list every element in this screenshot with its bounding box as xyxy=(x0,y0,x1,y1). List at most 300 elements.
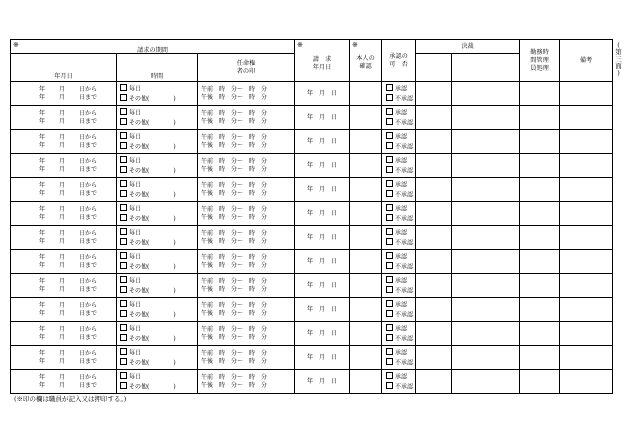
disapprove-option[interactable]: 不承認 xyxy=(382,166,415,176)
appointer-seal-cell[interactable] xyxy=(416,130,452,154)
checkbox-icon[interactable] xyxy=(386,118,393,125)
request-date-cell[interactable]: 年 月 日 xyxy=(295,250,350,274)
checkbox-icon[interactable] xyxy=(120,190,127,197)
approval-cell xyxy=(382,346,416,370)
side-label: ( 第 三 面 ) xyxy=(615,41,622,77)
checkbox-icon[interactable] xyxy=(120,180,127,187)
self-confirm-cell[interactable] xyxy=(350,370,382,394)
checkbox-icon[interactable] xyxy=(120,132,127,139)
checkbox-icon[interactable] xyxy=(120,300,127,307)
checkbox-icon[interactable] xyxy=(120,334,127,341)
time-cell[interactable] xyxy=(198,274,295,298)
date-to-line: 年 月 日まで xyxy=(39,141,98,149)
every-day-option[interactable]: 毎日 xyxy=(117,180,197,190)
decision-blank-cell[interactable] xyxy=(452,322,520,346)
every-day-option[interactable]: 毎日 xyxy=(117,276,197,286)
checkbox-icon[interactable] xyxy=(120,372,127,379)
period-header-label: 請求の期間 xyxy=(137,46,168,54)
frequency-cell xyxy=(117,178,198,202)
appointer-seal-cell[interactable] xyxy=(416,322,452,346)
disapprove-option[interactable]: 不承認 xyxy=(382,334,415,344)
mark-symbol: ※ xyxy=(352,41,358,49)
decision-blank-cell[interactable] xyxy=(452,106,520,130)
date-range-cell[interactable] xyxy=(11,106,117,130)
checkbox-icon[interactable] xyxy=(120,204,127,211)
approval-cell xyxy=(382,154,416,178)
timekeeper-header: 勤務時 間管理 員処理 xyxy=(520,40,560,82)
table-row xyxy=(11,178,613,202)
approve-option[interactable]: 承認 xyxy=(382,156,415,166)
approve-option[interactable]: 承認 xyxy=(382,276,415,286)
date-to-line: 年 月 日まで xyxy=(39,285,98,293)
checkbox-icon[interactable] xyxy=(120,108,127,115)
request-date-cell[interactable]: 年 月 日 xyxy=(295,178,350,202)
approve-option[interactable]: 承認 xyxy=(382,252,415,262)
approve-option[interactable]: 承認 xyxy=(382,180,415,190)
request-date-cell[interactable]: 年 月 日 xyxy=(295,82,350,106)
pm-time-line: 午後 時 分～ 時 分 xyxy=(201,333,268,341)
disapprove-option[interactable]: 不承認 xyxy=(382,94,415,104)
decision-blank-cell[interactable] xyxy=(452,178,520,202)
checkbox-icon[interactable] xyxy=(386,300,393,307)
date-from-line: 年 月 日から xyxy=(39,349,98,357)
decision-blank-cell[interactable] xyxy=(452,370,520,394)
table-row xyxy=(11,82,613,106)
checkbox-icon[interactable] xyxy=(386,310,393,317)
decision-blank-cell[interactable] xyxy=(452,82,520,106)
checkbox-icon[interactable] xyxy=(120,382,127,389)
am-time-line: 午前 時 分～ 時 分 xyxy=(201,85,268,93)
self-confirm-cell[interactable] xyxy=(350,130,382,154)
date-range-cell[interactable] xyxy=(11,274,117,298)
am-time-line: 午前 時 分～ 時 分 xyxy=(201,157,268,165)
table-row xyxy=(11,130,613,154)
appointer-seal-cell[interactable] xyxy=(416,226,452,250)
frequency-cell xyxy=(117,250,198,274)
frequency-cell xyxy=(117,274,198,298)
appointer-seal-cell[interactable] xyxy=(416,298,452,322)
approval-cell xyxy=(382,130,416,154)
pm-time-line: 午後 時 分～ 時 分 xyxy=(201,381,268,389)
checkbox-icon[interactable] xyxy=(386,132,393,139)
time-cell[interactable] xyxy=(198,322,295,346)
appointer-seal-cell[interactable] xyxy=(416,106,452,130)
request-date-cell[interactable]: 年 月 日 xyxy=(295,274,350,298)
other-option[interactable]: その他( ) xyxy=(117,238,197,248)
table-row xyxy=(11,274,613,298)
approve-option[interactable]: 承認 xyxy=(382,108,415,118)
frequency-cell xyxy=(117,154,198,178)
checkbox-icon[interactable] xyxy=(386,372,393,379)
other-option[interactable]: その他( ) xyxy=(117,262,197,272)
checkbox-icon[interactable] xyxy=(120,238,127,245)
checkbox-icon[interactable] xyxy=(386,204,393,211)
date-from-line: 年 月 日から xyxy=(39,253,98,261)
checkbox-icon[interactable] xyxy=(120,348,127,355)
checkbox-icon[interactable] xyxy=(386,228,393,235)
am-time-line: 午前 時 分～ 時 分 xyxy=(201,325,268,333)
checkbox-icon[interactable] xyxy=(386,180,393,187)
disapprove-option[interactable]: 不承認 xyxy=(382,238,415,248)
appointer-seal-cell[interactable] xyxy=(416,346,452,370)
decision-blank-cell[interactable] xyxy=(452,130,520,154)
decision-blank-header xyxy=(416,54,452,82)
remarks-cell[interactable] xyxy=(560,202,613,226)
checkbox-icon[interactable] xyxy=(120,252,127,259)
timekeeper-cell[interactable] xyxy=(520,298,560,322)
checkbox-icon[interactable] xyxy=(120,94,127,101)
am-time-line: 午前 時 分～ 時 分 xyxy=(201,277,268,285)
date-from-line: 年 月 日から xyxy=(39,157,98,165)
other-option[interactable]: その他( ) xyxy=(117,286,197,296)
date-range-cell[interactable] xyxy=(11,226,117,250)
date-range-cell[interactable] xyxy=(11,82,117,106)
request-date-cell[interactable]: 年 月 日 xyxy=(295,154,350,178)
request-date-cell[interactable]: 年 月 日 xyxy=(295,226,350,250)
approve-option[interactable]: 承認 xyxy=(382,348,415,358)
timekeeper-cell[interactable] xyxy=(520,370,560,394)
frequency-cell xyxy=(117,130,198,154)
self-confirm-cell[interactable] xyxy=(350,82,382,106)
date-from-line: 年 月 日から xyxy=(39,205,98,213)
every-day-option[interactable]: 毎日 xyxy=(117,300,197,310)
self-confirm-cell[interactable] xyxy=(350,106,382,130)
every-day-option[interactable]: 毎日 xyxy=(117,156,197,166)
date-to-line: 年 月 日まで xyxy=(39,117,98,125)
disapprove-option[interactable]: 不承認 xyxy=(382,262,415,272)
other-option[interactable]: その他( ) xyxy=(117,94,197,104)
self-confirm-cell[interactable] xyxy=(350,274,382,298)
date-range-cell[interactable] xyxy=(11,154,117,178)
remarks-cell[interactable] xyxy=(560,298,613,322)
approval-cell xyxy=(382,202,416,226)
timekeeper-cell[interactable] xyxy=(520,202,560,226)
decision-blank-cell[interactable] xyxy=(452,346,520,370)
mark-symbol: ※ xyxy=(13,41,19,49)
approval-cell xyxy=(382,106,416,130)
date-range-cell[interactable] xyxy=(11,178,117,202)
decision-blank-cell[interactable] xyxy=(452,202,520,226)
date-range-cell[interactable] xyxy=(11,130,117,154)
checkbox-icon[interactable] xyxy=(120,142,127,149)
self-confirm-cell[interactable] xyxy=(350,202,382,226)
timekeeper-cell[interactable] xyxy=(520,106,560,130)
table-row xyxy=(11,370,613,394)
appointer-seal-cell[interactable] xyxy=(416,154,452,178)
pm-time-line: 午後 時 分～ 時 分 xyxy=(201,117,268,125)
time-cell[interactable] xyxy=(198,154,295,178)
self-confirm-cell[interactable] xyxy=(350,322,382,346)
self-confirm-cell[interactable] xyxy=(350,250,382,274)
other-option[interactable]: その他( ) xyxy=(117,166,197,176)
appointer-seal-cell[interactable] xyxy=(416,202,452,226)
date-range-cell[interactable] xyxy=(11,202,117,226)
time-cell[interactable] xyxy=(198,250,295,274)
checkbox-icon[interactable] xyxy=(120,214,127,221)
approval-cell xyxy=(382,298,416,322)
checkbox-icon[interactable] xyxy=(120,228,127,235)
date-to-line: 年 月 日まで xyxy=(39,189,98,197)
am-time-line: 午前 時 分～ 時 分 xyxy=(201,349,268,357)
checkbox-icon[interactable] xyxy=(386,276,393,283)
disapprove-option[interactable]: 不承認 xyxy=(382,286,415,296)
self-confirm-cell[interactable] xyxy=(350,298,382,322)
approve-option[interactable]: 承認 xyxy=(382,204,415,214)
checkbox-icon[interactable] xyxy=(120,286,127,293)
checkbox-icon[interactable] xyxy=(120,310,127,317)
am-time-line: 午前 時 分～ 時 分 xyxy=(201,205,268,213)
time-cell[interactable] xyxy=(198,106,295,130)
am-time-line: 午前 時 分～ 時 分 xyxy=(201,109,268,117)
checkbox-icon[interactable] xyxy=(386,142,393,149)
date-range-cell[interactable] xyxy=(11,346,117,370)
checkbox-icon[interactable] xyxy=(386,262,393,269)
remarks-cell[interactable] xyxy=(560,370,613,394)
date-from-line: 年 月 日から xyxy=(39,181,98,189)
timekeeper-cell[interactable] xyxy=(520,154,560,178)
checkbox-icon[interactable] xyxy=(386,108,393,115)
table-row xyxy=(11,106,613,130)
checkbox-icon[interactable] xyxy=(386,382,393,389)
checkbox-icon[interactable] xyxy=(386,84,393,91)
am-time-line: 午前 時 分～ 時 分 xyxy=(201,373,268,381)
am-time-line: 午前 時 分～ 時 分 xyxy=(201,301,268,309)
pm-time-line: 午後 時 分～ 時 分 xyxy=(201,285,268,293)
remarks-cell[interactable] xyxy=(560,250,613,274)
other-option[interactable]: その他( ) xyxy=(117,214,197,224)
remarks-cell[interactable] xyxy=(560,82,613,106)
checkbox-icon[interactable] xyxy=(386,358,393,365)
pm-time-line: 午後 時 分～ 時 分 xyxy=(201,165,268,173)
other-option[interactable]: その他( ) xyxy=(117,358,197,368)
appointer-seal-cell[interactable] xyxy=(416,178,452,202)
disapprove-option[interactable]: 不承認 xyxy=(382,214,415,224)
pm-time-line: 午後 時 分～ 時 分 xyxy=(201,357,268,365)
request-date-cell[interactable]: 年 月 日 xyxy=(295,106,350,130)
pm-time-line: 午後 時 分～ 時 分 xyxy=(201,237,268,245)
date-header: 年月日 xyxy=(11,54,117,82)
date-range-cell[interactable] xyxy=(11,250,117,274)
every-day-option[interactable]: 毎日 xyxy=(117,132,197,142)
approval-cell xyxy=(382,322,416,346)
remarks-cell[interactable] xyxy=(560,346,613,370)
checkbox-icon[interactable] xyxy=(386,166,393,173)
checkbox-icon[interactable] xyxy=(120,276,127,283)
appointer-seal-cell[interactable] xyxy=(416,82,452,106)
remarks-cell[interactable] xyxy=(560,130,613,154)
approval-cell xyxy=(382,370,416,394)
timekeeper-cell[interactable] xyxy=(520,226,560,250)
request-date-cell[interactable]: 年 月 日 xyxy=(295,370,350,394)
date-to-line: 年 月 日まで xyxy=(39,309,98,317)
remarks-cell[interactable] xyxy=(560,322,613,346)
remarks-cell[interactable] xyxy=(560,274,613,298)
checkbox-icon[interactable] xyxy=(386,214,393,221)
appointer-seal-cell[interactable] xyxy=(416,250,452,274)
request-rows xyxy=(11,82,613,394)
disapprove-option[interactable]: 不承認 xyxy=(382,382,415,392)
other-option[interactable]: その他( ) xyxy=(117,118,197,128)
timekeeper-cell[interactable] xyxy=(520,322,560,346)
time-cell[interactable] xyxy=(198,346,295,370)
frequency-cell xyxy=(117,370,198,394)
approve-option[interactable]: 承認 xyxy=(382,228,415,238)
approval-cell xyxy=(382,226,416,250)
self-confirm-cell[interactable] xyxy=(350,226,382,250)
approve-option[interactable]: 承認 xyxy=(382,372,415,382)
remarks-cell[interactable] xyxy=(560,178,613,202)
checkbox-icon[interactable] xyxy=(386,324,393,331)
mark-symbol: ※ xyxy=(297,41,303,49)
timekeeper-cell[interactable] xyxy=(520,250,560,274)
request-date-cell[interactable]: 年 月 日 xyxy=(295,346,350,370)
checkbox-icon[interactable] xyxy=(386,190,393,197)
timekeeper-cell[interactable] xyxy=(520,346,560,370)
am-time-line: 午前 時 分～ 時 分 xyxy=(201,181,268,189)
approve-option[interactable]: 承認 xyxy=(382,132,415,142)
frequency-cell xyxy=(117,106,198,130)
date-from-line: 年 月 日から xyxy=(39,301,98,309)
time-cell[interactable] xyxy=(198,178,295,202)
checkbox-icon[interactable] xyxy=(386,286,393,293)
decision-blank-cell[interactable] xyxy=(452,250,520,274)
self-confirm-header: ※ 本人の 確認 xyxy=(350,40,382,82)
time-cell[interactable] xyxy=(198,82,295,106)
remarks-cell[interactable] xyxy=(560,154,613,178)
approve-option[interactable]: 承認 xyxy=(382,84,415,94)
request-date-cell[interactable]: 年 月 日 xyxy=(295,130,350,154)
date-to-line: 年 月 日まで xyxy=(39,93,98,101)
appointer-seal-cell[interactable] xyxy=(416,274,452,298)
frequency-cell xyxy=(117,226,198,250)
approval-header: 承認の 可 否 xyxy=(382,40,416,82)
request-date-cell[interactable]: 年 月 日 xyxy=(295,202,350,226)
other-option[interactable]: その他( ) xyxy=(117,190,197,200)
frequency-cell xyxy=(117,346,198,370)
remarks-header: 備考 xyxy=(560,40,613,82)
disapprove-option[interactable]: 不承認 xyxy=(382,118,415,128)
pm-time-line: 午後 時 分～ 時 分 xyxy=(201,213,268,221)
checkbox-icon[interactable] xyxy=(386,94,393,101)
request-date-cell[interactable]: 年 月 日 xyxy=(295,298,350,322)
checkbox-icon[interactable] xyxy=(386,238,393,245)
every-day-option[interactable]: 毎日 xyxy=(117,84,197,94)
table-row xyxy=(11,346,613,370)
checkbox-icon[interactable] xyxy=(120,84,127,91)
every-day-option[interactable]: 毎日 xyxy=(117,228,197,238)
pm-time-line: 午後 時 分～ 時 分 xyxy=(201,189,268,197)
decision-blank-cell[interactable] xyxy=(452,154,520,178)
remarks-cell[interactable] xyxy=(560,226,613,250)
date-from-line: 年 月 日から xyxy=(39,277,98,285)
remarks-cell[interactable] xyxy=(560,106,613,130)
approve-option[interactable]: 承認 xyxy=(382,324,415,334)
decision-blank-cell[interactable] xyxy=(452,298,520,322)
self-confirm-cell[interactable] xyxy=(350,154,382,178)
timekeeper-cell[interactable] xyxy=(520,130,560,154)
every-day-option[interactable]: 毎日 xyxy=(117,204,197,214)
appointer-seal-cell[interactable] xyxy=(416,370,452,394)
approve-option[interactable]: 承認 xyxy=(382,300,415,310)
other-option[interactable]: その他( ) xyxy=(117,310,197,320)
timekeeper-cell[interactable] xyxy=(520,274,560,298)
approval-cell xyxy=(382,82,416,106)
date-to-line: 年 月 日まで xyxy=(39,381,98,389)
date-from-line: 年 月 日から xyxy=(39,373,98,381)
frequency-cell xyxy=(117,202,198,226)
time-cell[interactable] xyxy=(198,130,295,154)
date-range-cell[interactable] xyxy=(11,370,117,394)
checkbox-icon[interactable] xyxy=(120,156,127,163)
date-from-line: 年 月 日から xyxy=(39,85,98,93)
date-from-line: 年 月 日から xyxy=(39,109,98,117)
frequency-cell xyxy=(117,322,198,346)
date-range-cell[interactable] xyxy=(11,298,117,322)
checkbox-icon[interactable] xyxy=(386,156,393,163)
request-date-cell[interactable]: 年 月 日 xyxy=(295,322,350,346)
period-header xyxy=(11,40,295,54)
decision-blank-cell[interactable] xyxy=(452,226,520,250)
decision-blank-cell[interactable] xyxy=(452,274,520,298)
time-cell[interactable] xyxy=(198,226,295,250)
approval-cell xyxy=(382,274,416,298)
every-day-option[interactable]: 毎日 xyxy=(117,348,197,358)
every-day-option[interactable]: 毎日 xyxy=(117,372,197,382)
checkbox-icon[interactable] xyxy=(120,324,127,331)
other-option[interactable]: その他( ) xyxy=(117,142,197,152)
self-confirm-cell[interactable] xyxy=(350,346,382,370)
date-from-line: 年 月 日から xyxy=(39,133,98,141)
table-row xyxy=(11,298,613,322)
self-confirm-cell[interactable] xyxy=(350,178,382,202)
am-time-line: 午前 時 分～ 時 分 xyxy=(201,133,268,141)
disapprove-option[interactable]: 不承認 xyxy=(382,310,415,320)
overtime-request-form xyxy=(10,39,613,394)
time-cell[interactable] xyxy=(198,298,295,322)
frequency-cell xyxy=(117,82,198,106)
disapprove-option[interactable]: 不承認 xyxy=(382,142,415,152)
date-to-line: 年 月 日まで xyxy=(39,261,98,269)
every-day-option[interactable]: 毎日 xyxy=(117,324,197,334)
every-day-option[interactable]: 毎日 xyxy=(117,252,197,262)
checkbox-icon[interactable] xyxy=(120,118,127,125)
every-day-option[interactable]: 毎日 xyxy=(117,108,197,118)
pm-time-line: 午後 時 分～ 時 分 xyxy=(201,261,268,269)
date-to-line: 年 月 日まで xyxy=(39,333,98,341)
footnote: (※印の欄は職員が記入又は押印する。) xyxy=(14,395,127,403)
disapprove-option[interactable]: 不承認 xyxy=(382,358,415,368)
other-option[interactable]: その他( ) xyxy=(117,382,197,392)
time-cell[interactable] xyxy=(198,370,295,394)
checkbox-icon[interactable] xyxy=(120,358,127,365)
timekeeper-cell[interactable] xyxy=(520,178,560,202)
table-row xyxy=(11,202,613,226)
date-from-line: 年 月 日から xyxy=(39,229,98,237)
appointer-seal-header: 任命権 者の印 xyxy=(198,54,295,82)
frequency-cell xyxy=(117,298,198,322)
other-option[interactable]: その他( ) xyxy=(117,334,197,344)
table-row xyxy=(11,154,613,178)
date-range-cell[interactable] xyxy=(11,322,117,346)
checkbox-icon[interactable] xyxy=(386,348,393,355)
disapprove-option[interactable]: 不承認 xyxy=(382,190,415,200)
checkbox-icon[interactable] xyxy=(120,166,127,173)
checkbox-icon[interactable] xyxy=(386,334,393,341)
time-cell[interactable] xyxy=(198,202,295,226)
checkbox-icon[interactable] xyxy=(120,262,127,269)
timekeeper-cell[interactable] xyxy=(520,82,560,106)
checkbox-icon[interactable] xyxy=(386,252,393,259)
